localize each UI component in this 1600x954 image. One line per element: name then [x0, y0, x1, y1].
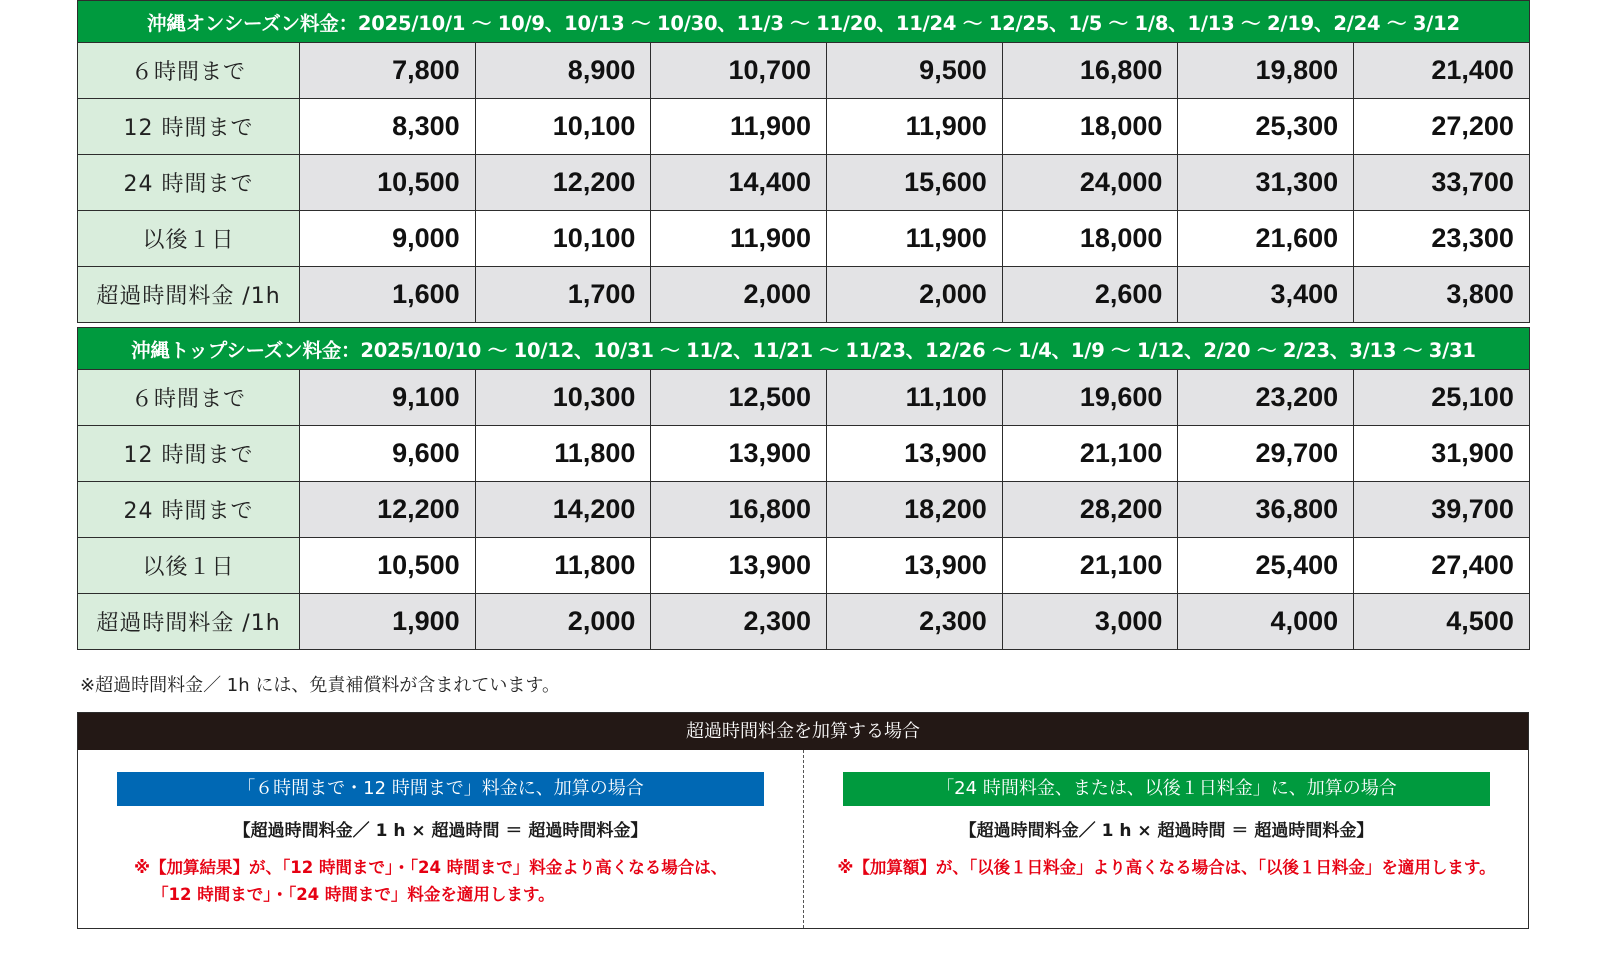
table-row — [78, 43, 1530, 99]
price-cell: 11,800 — [475, 426, 651, 482]
calc-left-formula: 【超過時間料金／ 1 h × 超過時間 ＝ 超過時間料金】 — [233, 821, 648, 841]
row-label: 以後１日 — [78, 538, 300, 594]
price-cell: 12,200 — [300, 482, 476, 538]
table-row — [78, 482, 1530, 538]
calc-right-warning: ※【加算額】が、「以後１日料金」より高くなる場合は、「以後１日料金」を適用します。 — [837, 858, 1496, 877]
top-season-header: 沖縄トップシーズン料金：2025/10/10 ～ 10/12、10/31 ～ 11/2、11/21 ～ 11/23、12/26 ～ 1/4、1/9 ～ 1/12、2/20 ～ 2/23、3/13 ～ 3/31 — [78, 328, 1530, 370]
price-cell: 2,300 — [827, 594, 1003, 650]
price-cell: 11,100 — [827, 370, 1003, 426]
price-cell: 8,900 — [475, 43, 651, 99]
on-season-rate-table — [77, 0, 1530, 323]
row-label: 24 時間まで — [78, 155, 300, 211]
price-cell: 11,800 — [475, 538, 651, 594]
price-cell: 3,800 — [1354, 267, 1530, 323]
price-cell: 23,300 — [1354, 211, 1530, 267]
table-row — [78, 267, 1530, 323]
price-cell: 29,700 — [1178, 426, 1354, 482]
price-cell: 18,200 — [827, 482, 1003, 538]
price-cell: 16,800 — [651, 482, 827, 538]
price-cell: 14,400 — [651, 155, 827, 211]
price-cell: 11,900 — [827, 99, 1003, 155]
row-label: 24 時間まで — [78, 482, 300, 538]
on-season-header: 沖縄オンシーズン料金：2025/10/1 ～ 10/9、10/13 ～ 10/30、11/3 ～ 11/20、11/24 ～ 12/25、1/5 ～ 1/8、1/13 ～ 2/19、2/24 ～ 3/12 — [78, 1, 1530, 43]
calc-title: 超過時間料金を加算する場合 — [78, 713, 1528, 750]
price-cell: 8,300 — [300, 99, 476, 155]
row-label: 12 時間まで — [78, 99, 300, 155]
price-cell: 2,000 — [475, 594, 651, 650]
row-label: 以後１日 — [78, 211, 300, 267]
price-cell: 11,900 — [651, 99, 827, 155]
price-cell: 9,000 — [300, 211, 476, 267]
price-cell: 1,900 — [300, 594, 476, 650]
row-label: ６時間まで — [78, 43, 300, 99]
price-cell: 3,000 — [1002, 594, 1178, 650]
row-label: 12 時間まで — [78, 426, 300, 482]
price-cell: 25,400 — [1178, 538, 1354, 594]
table-row — [78, 426, 1530, 482]
calc-right-column — [804, 750, 1529, 928]
table-row — [78, 370, 1530, 426]
row-label: ６時間まで — [78, 370, 300, 426]
price-cell: 2,300 — [651, 594, 827, 650]
price-cell: 12,500 — [651, 370, 827, 426]
price-cell: 18,000 — [1002, 99, 1178, 155]
price-cell: 11,900 — [827, 211, 1003, 267]
price-cell: 10,300 — [475, 370, 651, 426]
price-cell: 10,500 — [300, 538, 476, 594]
row-label: 超過時間料金 /1h — [78, 594, 300, 650]
row-label: 超過時間料金 /1h — [78, 267, 300, 323]
price-cell: 25,300 — [1178, 99, 1354, 155]
footnote: ※超過時間料金／ 1h には、免責補償料が含まれています。 — [80, 675, 560, 696]
price-cell: 10,700 — [651, 43, 827, 99]
calc-left-banner: 「６時間まで・12 時間まで」料金に、加算の場合 — [117, 772, 764, 806]
price-cell: 21,100 — [1002, 538, 1178, 594]
overtime-calc-box — [77, 712, 1529, 929]
table-row — [78, 538, 1530, 594]
price-cell: 11,900 — [651, 211, 827, 267]
price-cell: 1,700 — [475, 267, 651, 323]
price-cell: 39,700 — [1354, 482, 1530, 538]
calc-left-warning — [134, 854, 794, 908]
price-cell: 27,400 — [1354, 538, 1530, 594]
top-season-rate-table — [77, 327, 1530, 650]
calc-left-column — [78, 750, 803, 928]
price-cell: 12,200 — [475, 155, 651, 211]
price-cell: 28,200 — [1002, 482, 1178, 538]
price-cell: 16,800 — [1002, 43, 1178, 99]
table-row — [78, 99, 1530, 155]
calc-right-formula: 【超過時間料金／ 1 h × 超過時間 ＝ 超過時間料金】 — [959, 821, 1374, 841]
price-cell: 4,500 — [1354, 594, 1530, 650]
price-cell: 19,800 — [1178, 43, 1354, 99]
price-cell: 21,600 — [1178, 211, 1354, 267]
calc-right-banner: 「24 時間料金、または、以後１日料金」に、加算の場合 — [843, 772, 1490, 806]
price-cell: 2,000 — [827, 267, 1003, 323]
price-cell: 3,400 — [1178, 267, 1354, 323]
price-cell: 36,800 — [1178, 482, 1354, 538]
table-row — [78, 155, 1530, 211]
price-cell: 13,900 — [827, 538, 1003, 594]
price-cell: 19,600 — [1002, 370, 1178, 426]
price-cell: 21,100 — [1002, 426, 1178, 482]
price-cell: 25,100 — [1354, 370, 1530, 426]
price-cell: 1,600 — [300, 267, 476, 323]
price-cell: 9,600 — [300, 426, 476, 482]
price-cell: 10,500 — [300, 155, 476, 211]
price-cell: 7,800 — [300, 43, 476, 99]
calc-left-warning-line1: ※【加算結果】が、「12 時間まで」・「24 時間まで」料金より高くなる場合は、 — [134, 858, 728, 877]
price-cell: 9,500 — [827, 43, 1003, 99]
price-cell: 24,000 — [1002, 155, 1178, 211]
price-cell: 10,100 — [475, 99, 651, 155]
calc-left-warning-line2: 「12 時間まで」・「24 時間まで」料金を適用します。 — [152, 885, 555, 904]
price-cell: 18,000 — [1002, 211, 1178, 267]
price-cell: 9,100 — [300, 370, 476, 426]
price-cell: 13,900 — [827, 426, 1003, 482]
price-cell: 21,400 — [1354, 43, 1530, 99]
price-cell: 14,200 — [475, 482, 651, 538]
price-cell: 27,200 — [1354, 99, 1530, 155]
price-cell: 2,600 — [1002, 267, 1178, 323]
price-cell: 4,000 — [1178, 594, 1354, 650]
price-cell: 13,900 — [651, 426, 827, 482]
price-cell: 33,700 — [1354, 155, 1530, 211]
price-cell: 13,900 — [651, 538, 827, 594]
price-cell: 2,000 — [651, 267, 827, 323]
price-cell: 31,300 — [1178, 155, 1354, 211]
price-cell: 31,900 — [1354, 426, 1530, 482]
price-cell: 10,100 — [475, 211, 651, 267]
price-cell: 15,600 — [827, 155, 1003, 211]
price-cell: 23,200 — [1178, 370, 1354, 426]
table-row — [78, 211, 1530, 267]
table-row — [78, 594, 1530, 650]
